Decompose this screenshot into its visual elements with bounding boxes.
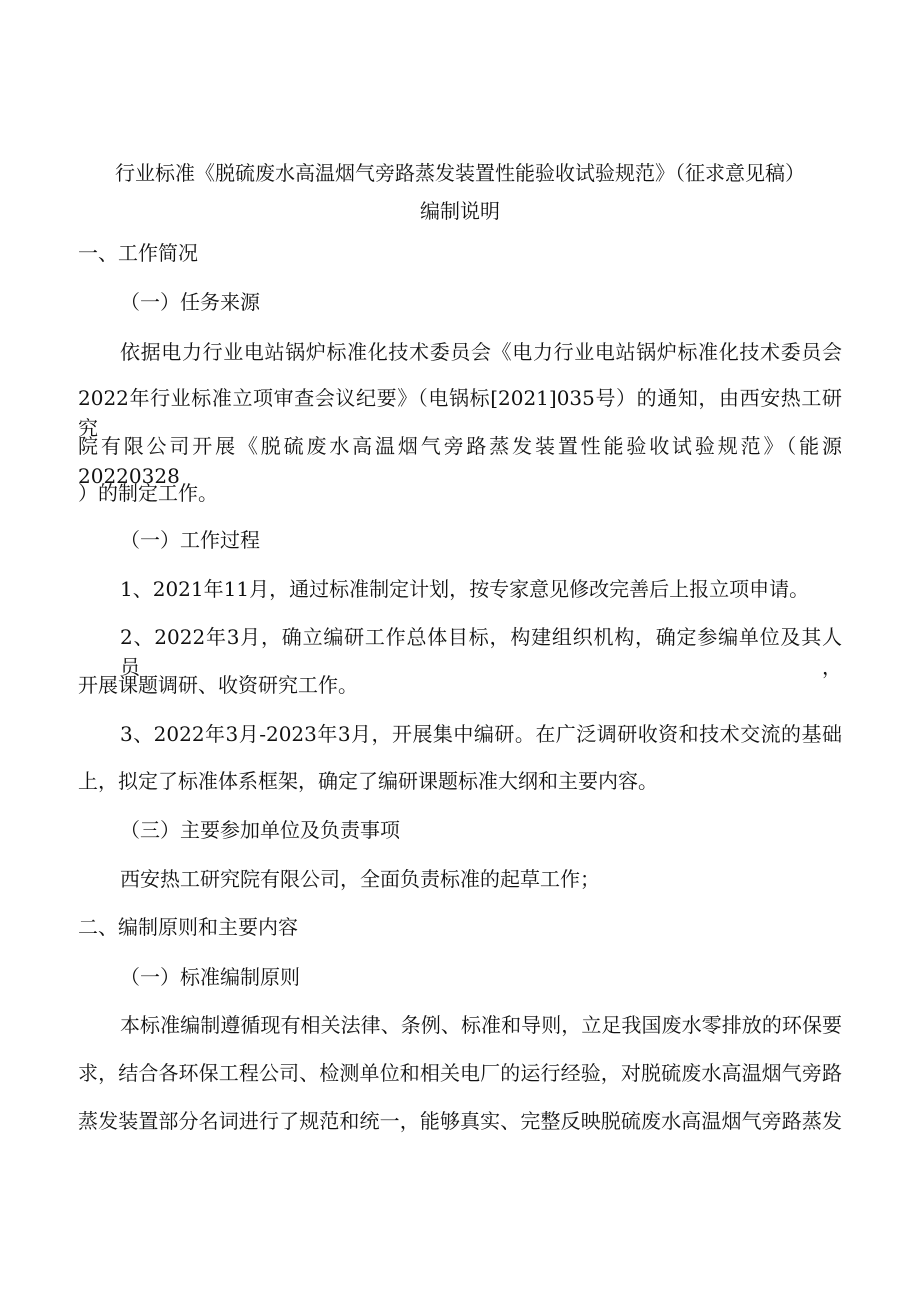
subsection-heading-work-process: （一）工作过程 [120, 528, 260, 552]
paragraph-line: 2、2022年3月，确立编研工作总体目标，构建组织机构，确定参编单位及其人员， [120, 625, 842, 679]
section-heading-2: 二、编制原则和主要内容 [78, 915, 298, 939]
paragraph-line: 本标准编制遵循现有相关法律、条例、标准和导则，立足我国废水零排放的环保要 [120, 1013, 842, 1037]
paragraph-line: ）的制定工作。 [78, 481, 218, 505]
paragraph-line: 院有限公司开展《脱硫废水高温烟气旁路蒸发装置性能验收试验规范》（能源20220328 [78, 434, 842, 488]
subsection-heading-participants: （三）主要参加单位及负责事项 [120, 818, 400, 842]
paragraph-line: 开展课题调研、收资研究工作。 [78, 673, 358, 697]
paragraph-line: 依据电力行业电站锅炉标准化技术委员会《电力行业电站锅炉标准化技术委员会 [120, 340, 842, 364]
paragraph-line: 2022年行业标准立项审查会议纪要》（电锅标[2021]035号）的通知，由西安热工研究 [78, 386, 842, 440]
paragraph-line: 求，结合各环保工程公司、检测单位和相关电厂的运行经验，对脱硫废水高温烟气旁路 [78, 1061, 842, 1085]
paragraph-line: 3、2022年3月-2023年3月，开展集中编研。在广泛调研收资和技术交流的基础 [120, 722, 842, 746]
paragraph-line: 上，拟定了标准体系框架，确定了编研课题标准大纲和主要内容。 [78, 769, 658, 793]
section-heading-1: 一、工作简况 [78, 241, 198, 265]
subsection-heading-principles: （一）标准编制原则 [120, 965, 300, 989]
paragraph-line: 1、2021年11月，通过标准制定计划，按专家意见修改完善后上报立项申请。 [120, 577, 810, 601]
paragraph-line: 蒸发装置部分名词进行了规范和统一，能够真实、完整反映脱硫废水高温烟气旁路蒸发 [78, 1109, 842, 1133]
subsection-heading-task-source: （一）任务来源 [120, 290, 260, 314]
document-subtitle: 编制说明 [420, 199, 500, 223]
paragraph-line: 西安热工研究院有限公司，全面负责标准的起草工作； [120, 867, 600, 891]
document-title: 行业标准《脱硫废水高温烟气旁路蒸发装置性能验收试验规范》（征求意见稿） [115, 161, 805, 185]
